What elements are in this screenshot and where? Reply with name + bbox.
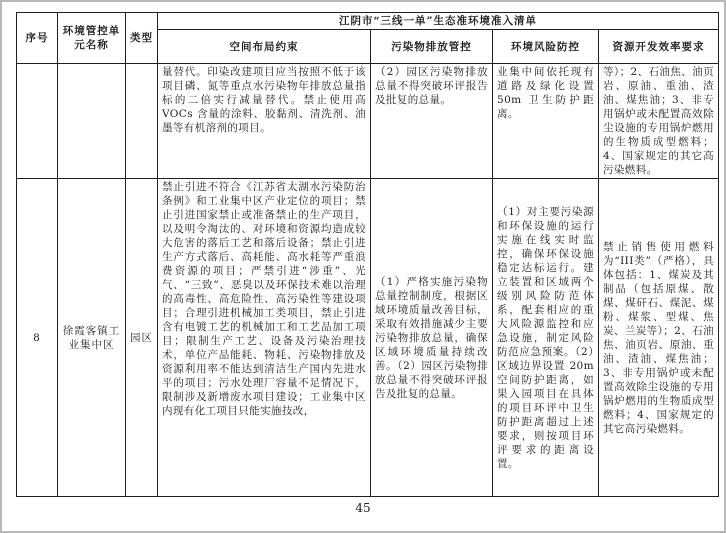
column-header-serial: 序号 — [17, 13, 58, 64]
cell-risk-prevention: 业集中间依托现有道路及绿化设置 50m 卫生防护距离。 — [493, 64, 599, 179]
cell-serial — [17, 64, 58, 179]
cell-spatial-constraints: 禁止引进不符合《江苏省太湖水污染防治条例》和工业集中区产业定位的项目；禁止引进国家禁止或准备禁止的生产项目，以及明令淘汰的、对环境和资源均造成较大危害的落后工艺和落后设备；禁止引进生产方式落后、高耗能、高水耗等严重浪费资源的项目；严禁引进“涉重”、光气、“三致”、恶臭以及环保技术难以治理的高毒性、高危险性、高污染性等建设项目；合理引进机械加工类项目，禁止引进含有电镀工艺的机械加工和工艺品加工项目；限制生产工艺、设备及污染治理技术，单位产品能耗、物耗、污染物排放及资源利用率不能达到清洁生产国内先进水平的项目；污水处理厂容量不足情况下，限制涉及新增废水项目建设；工业集中区内现有化工项目只能实施技改， — [158, 179, 371, 497]
cell-spatial-constraints: 量替代。印染改建项目应当按照不低于该项目磷、氮等重点水污染物年排放总量指标的二倍实行减量替代。禁止使用高 VOCs 含量的涂料、胶黏剂、清洗剂、油墨等有机溶剂的项目。 — [158, 64, 371, 179]
column-header-unit-name: 环境管控单元名称 — [58, 13, 126, 64]
header-row-title — [17, 13, 719, 30]
page-number: 45 — [355, 501, 371, 515]
cell-type: 园区 — [126, 179, 158, 497]
cell-risk-prevention: （1）对主要污染源和环保设施的运行实施在线实时监控，确保环保设施稳定达标运行。建立装置和区域两个级别风险防范体系，配套相应的重大风险源监控和应急设施，制定风险防范应急预案。（2）区域边界设置 20m 空间防护距离，如果入园项目在具体的项目环评中卫生防护距离超过上述要求，则按项目环评要求的距离设置。 — [493, 179, 599, 497]
table-row-unit-8 — [17, 179, 719, 497]
cell-pollutant-control: （2）园区污染物排放总量不得突破环评报告及批复的总量。 — [371, 64, 493, 179]
table-row-continuation — [17, 64, 719, 179]
column-header-pollutant-control: 污染物排放管控 — [371, 30, 493, 64]
cell-pollutant-control: （1）严格实施污染物总量控制制度，根据区域环境质量改善目标，采取有效措施减少主要污染物排放总量，确保区域环境质量持续改善。（2）园区污染物排放总量不得突破环评报告及批复的总量。 — [371, 179, 493, 497]
column-header-spatial-constraints: 空间布局约束 — [158, 30, 371, 64]
column-header-resource-efficiency: 资源开发效率要求 — [599, 30, 719, 64]
cell-resource-efficiency: 禁止销售使用燃料为“III类”（严格），具体包括：1、煤炭及其制品（包括原煤、散煤、煤矸石、煤泥、煤粉、煤浆、型煤、焦炭、兰炭等）；2、石油焦、油页岩、原油、重油、渣油、煤焦油；3、非专用锅炉或未配置高效除尘设施的专用锅炉燃用的生物质成型燃料；4、国家规定的其它高污染燃料。 — [599, 179, 719, 497]
column-header-risk-prevention: 环境风险防控 — [493, 30, 599, 64]
cell-type — [126, 64, 158, 179]
cell-unit-name — [58, 64, 126, 179]
table-title: 江阴市“三线一单”生态准环境准入清单 — [158, 13, 719, 30]
cell-serial: 8 — [17, 179, 58, 497]
column-header-type: 类型 — [126, 13, 158, 64]
environment-access-list-table — [16, 12, 719, 497]
cell-resource-efficiency: 等）；2、石油焦、油页岩、原油、重油、渣油、煤焦油；3、非专用锅炉或未配置高效除尘设施的专用锅炉燃用的生物质成型燃料；4、国家规定的其它高污染燃料。 — [599, 64, 719, 179]
cell-unit-name: 徐霞客镇工业集中区 — [58, 179, 126, 497]
